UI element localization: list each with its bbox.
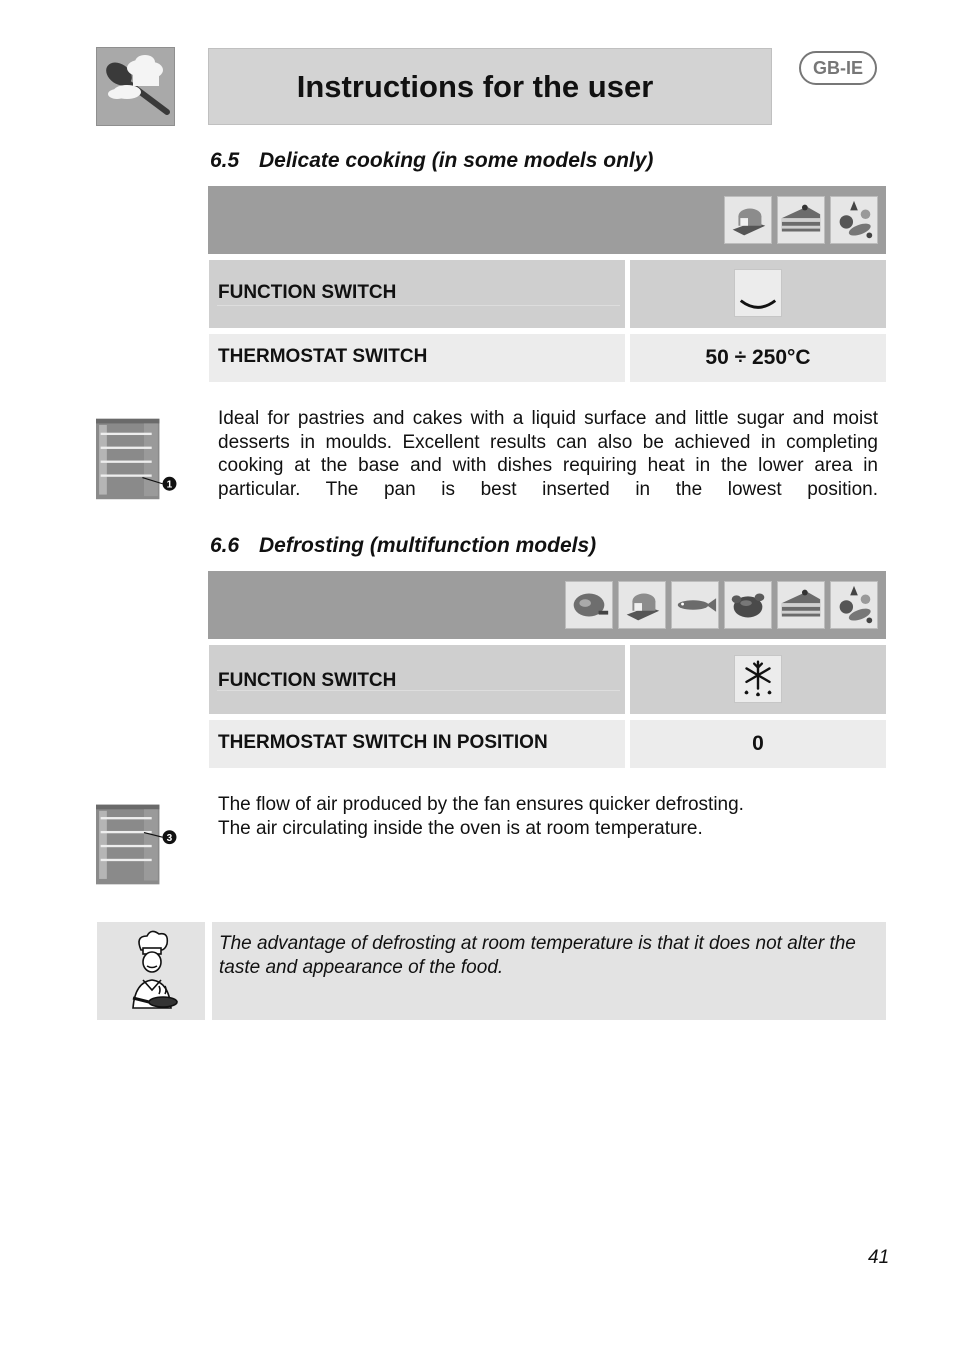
function-switch-value [630,645,886,714]
cell-divider [217,690,620,691]
shelf-number: 3 [166,833,173,845]
thermostat-position: 0 [752,732,764,755]
tip-text: The advantage of defrosting at room temperature is that it does not alter the taste and appearance of the food. [219,933,856,978]
oven-shelf-position-icon [96,793,178,896]
page-title: Instructions for the user [296,68,654,104]
food-icons-band [208,571,886,639]
brand-logo [96,47,175,126]
tip-icon-cell [97,922,205,1020]
thermostat-value [630,334,886,382]
layer-cake-icon [777,581,825,629]
oven-shelf-position-icon [96,407,178,511]
thermostat-range: 50 ÷ 250°C [705,346,811,369]
section-number: 6.5 [210,149,240,172]
function-switch-label [209,260,625,328]
roast-chicken-icon [724,581,772,629]
thermostat-text: THERMOSTAT SWITCH IN POSITION [218,732,548,753]
thermostat-text: THERMOSTAT SWITCH [218,345,428,367]
function-switch-text: FUNCTION SWITCH [218,282,397,303]
thermostat-value [630,720,886,768]
bread-loaf-icon [618,581,666,629]
delicate-description: Ideal for pastries and cakes with a liquid surface and little sugar and moist desserts in moulds. Excellent results can also be achieved in completing cooking at the base and with dishes requiring heat in the lower area in particular. The pan is best inserted in the lowest position. [218,408,878,500]
snowflake-defrost-icon [734,655,782,703]
thermostat-label [209,334,625,382]
defrost-description [218,793,878,840]
thermostat-label [209,720,625,768]
food-icons-band [208,186,886,254]
section-title: Delicate cooking (in some models only) [259,149,654,172]
section-heading-delicate [210,149,653,173]
function-switch-value [630,260,886,328]
defrost-line-1: The flow of air produced by the fan ensures quicker defrosting. [218,794,744,815]
shelf-number: 1 [166,479,173,491]
chef-cooking-icon [97,922,205,1020]
section-heading-defrost [210,534,596,558]
layer-cake-icon [777,196,825,244]
region-badge: GB-IE [799,51,877,85]
spoon-chef-hat-icon [97,48,174,125]
page-number: 41 [868,1247,890,1268]
defrost-line-2: The air circulating inside the oven is at room temperature. [218,817,703,839]
function-switch-text: FUNCTION SWITCH [218,669,397,691]
bread-loaf-icon [724,196,772,244]
section-title: Defrosting (multifunction models) [259,534,597,557]
fish-icon [671,581,719,629]
meat-roast-icon [565,581,613,629]
function-switch-label [209,645,625,714]
vegetables-icon [830,196,878,244]
section-number: 6.6 [210,534,240,557]
header-title-banner [208,48,772,125]
vegetables-icon [830,581,878,629]
bottom-heat-icon [734,269,782,317]
cell-divider [217,305,620,306]
